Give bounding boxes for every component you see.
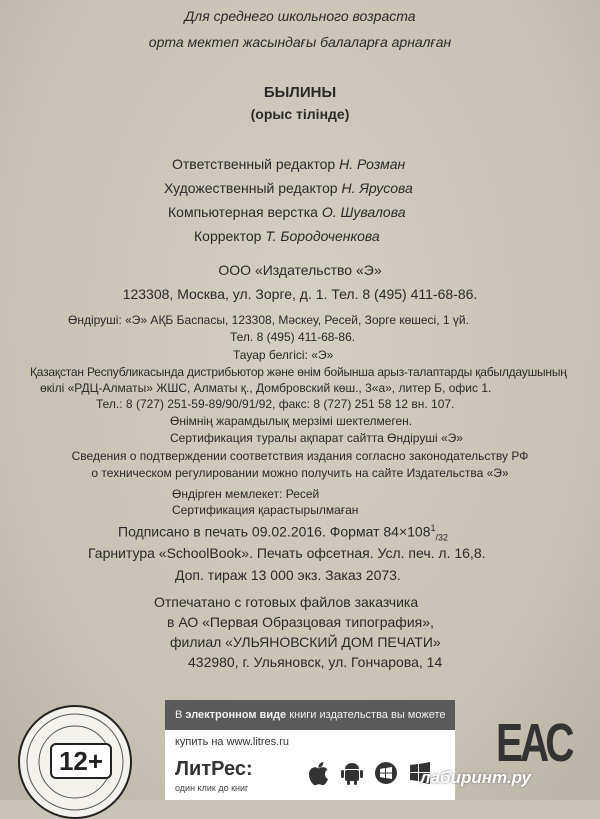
age-rating-value: 12+: [50, 743, 112, 779]
credit-editor: [172, 156, 405, 172]
litres-banner[interactable]: [165, 700, 455, 800]
banner-pre: В: [175, 709, 183, 721]
origin-country: Өндірген мемлекет: Ресей: [172, 487, 320, 501]
apple-icon: [305, 760, 331, 786]
print-signed-text: Подписано в печать 09.02.2016. Формат 84×108: [118, 523, 431, 540]
kz-certification: Сертификация туралы ақпарат сайтта Өндіруші «Э»: [170, 431, 463, 445]
print-font: Гарнитура «SchoolBook». Печать офсетная. Усл. печ. л. 16,8.: [88, 545, 486, 561]
android-icon: [339, 760, 365, 786]
age-audience-line: Для среднего школьного возраста: [184, 8, 416, 24]
format-sub: /32: [435, 532, 449, 543]
eac-mark: ЕАС: [496, 713, 572, 773]
kz-distributor-line2: өкілі «РДЦ-Алматы» ЖШС, Алматы қ., Домбровский көш., 3«а», литер Б, офис 1.: [40, 381, 492, 395]
credit-role: Художественный редактор: [164, 180, 338, 196]
kz-phone: Тел. 8 (495) 411-68-86.: [230, 330, 356, 344]
credit-name: Н. Розман: [339, 156, 406, 172]
printer-line2: в АО «Первая Образцовая типография»,: [167, 614, 434, 630]
banner-bold: электронном виде: [185, 709, 287, 721]
age-audience-kz-line: орта мектеп жасындағы балаларға арналған: [148, 34, 452, 50]
printer-line4: 432980, г. Ульяновск, ул. Гончарова, 14: [188, 654, 443, 670]
credit-art-editor: [164, 180, 413, 196]
origin-cert: Сертификация қарастырылмаған: [172, 503, 359, 517]
book-subtitle: (орыс тілінде): [250, 106, 350, 122]
credit-name: Т. Бородоченкова: [265, 228, 380, 244]
kz-shelf-life: Өнімнің жарамдылық мерзімі шектелмеген.: [170, 414, 413, 428]
cert-info-line1: Сведения о подтверждении соответствия издания согласно законодательству РФ: [71, 449, 529, 463]
credit-role: Корректор: [194, 228, 262, 244]
windows-phone-icon: [373, 760, 399, 786]
printer-line1: Отпечатано с готовых файлов заказчика: [154, 594, 419, 610]
kz-distributor-line1: Қазақстан Республикасында дистрибьютор және өнім бойынша арыз-талаптарды қабылдаушының: [30, 365, 567, 379]
publisher-name: ООО «Издательство «Э»: [218, 262, 382, 278]
cert-info-line2: о техническом регулировании можно получить на сайте Издательства «Э»: [91, 466, 509, 480]
print-signed: [118, 523, 448, 542]
publisher-address: 123308, Москва, ул. Зорге, д. 1. Тел. 8 (495) 411-68-86.: [122, 286, 478, 302]
credit-role: Компьютерная верстка: [168, 204, 318, 220]
credit-role: Ответственный редактор: [172, 156, 336, 172]
litres-url[interactable]: купить на www.litres.ru: [175, 736, 289, 748]
kz-manufacturer: Өндіруші: «Э» АҚБ Баспасы, 123308, Мәскеу, Ресей, Зорге көшесі, 1 үй.: [68, 313, 469, 327]
litres-tagline: один клик до книг: [175, 783, 249, 793]
book-title: БЫЛИНЫ: [263, 84, 337, 101]
banner-post: книги издательства вы можете: [289, 709, 446, 721]
litres-banner-text: [165, 700, 455, 730]
credit-layout: [168, 204, 405, 220]
litres-logo: ЛитРес:: [175, 758, 253, 780]
kz-distributor-phone: Тел.: 8 (727) 251-59-89/90/91/92, факс: 8 (727) 251 58 12 вн. 107.: [96, 397, 455, 411]
credit-name: О. Шувалова: [321, 204, 406, 220]
printer-line3: филиал «УЛЬЯНОВСКИЙ ДОМ ПЕЧАТИ»: [170, 634, 441, 650]
credit-name: Н. Ярусова: [341, 180, 413, 196]
watermark: лабиринт.ру: [420, 768, 531, 787]
kz-trademark: Тауар белгісі: «Э»: [233, 348, 334, 362]
print-run: Доп. тираж 13 000 экз. Заказ 2073.: [175, 567, 401, 583]
credit-proofreader: [194, 228, 380, 244]
age-rating-seal: [18, 705, 132, 819]
format-sup: 1: [430, 523, 436, 533]
